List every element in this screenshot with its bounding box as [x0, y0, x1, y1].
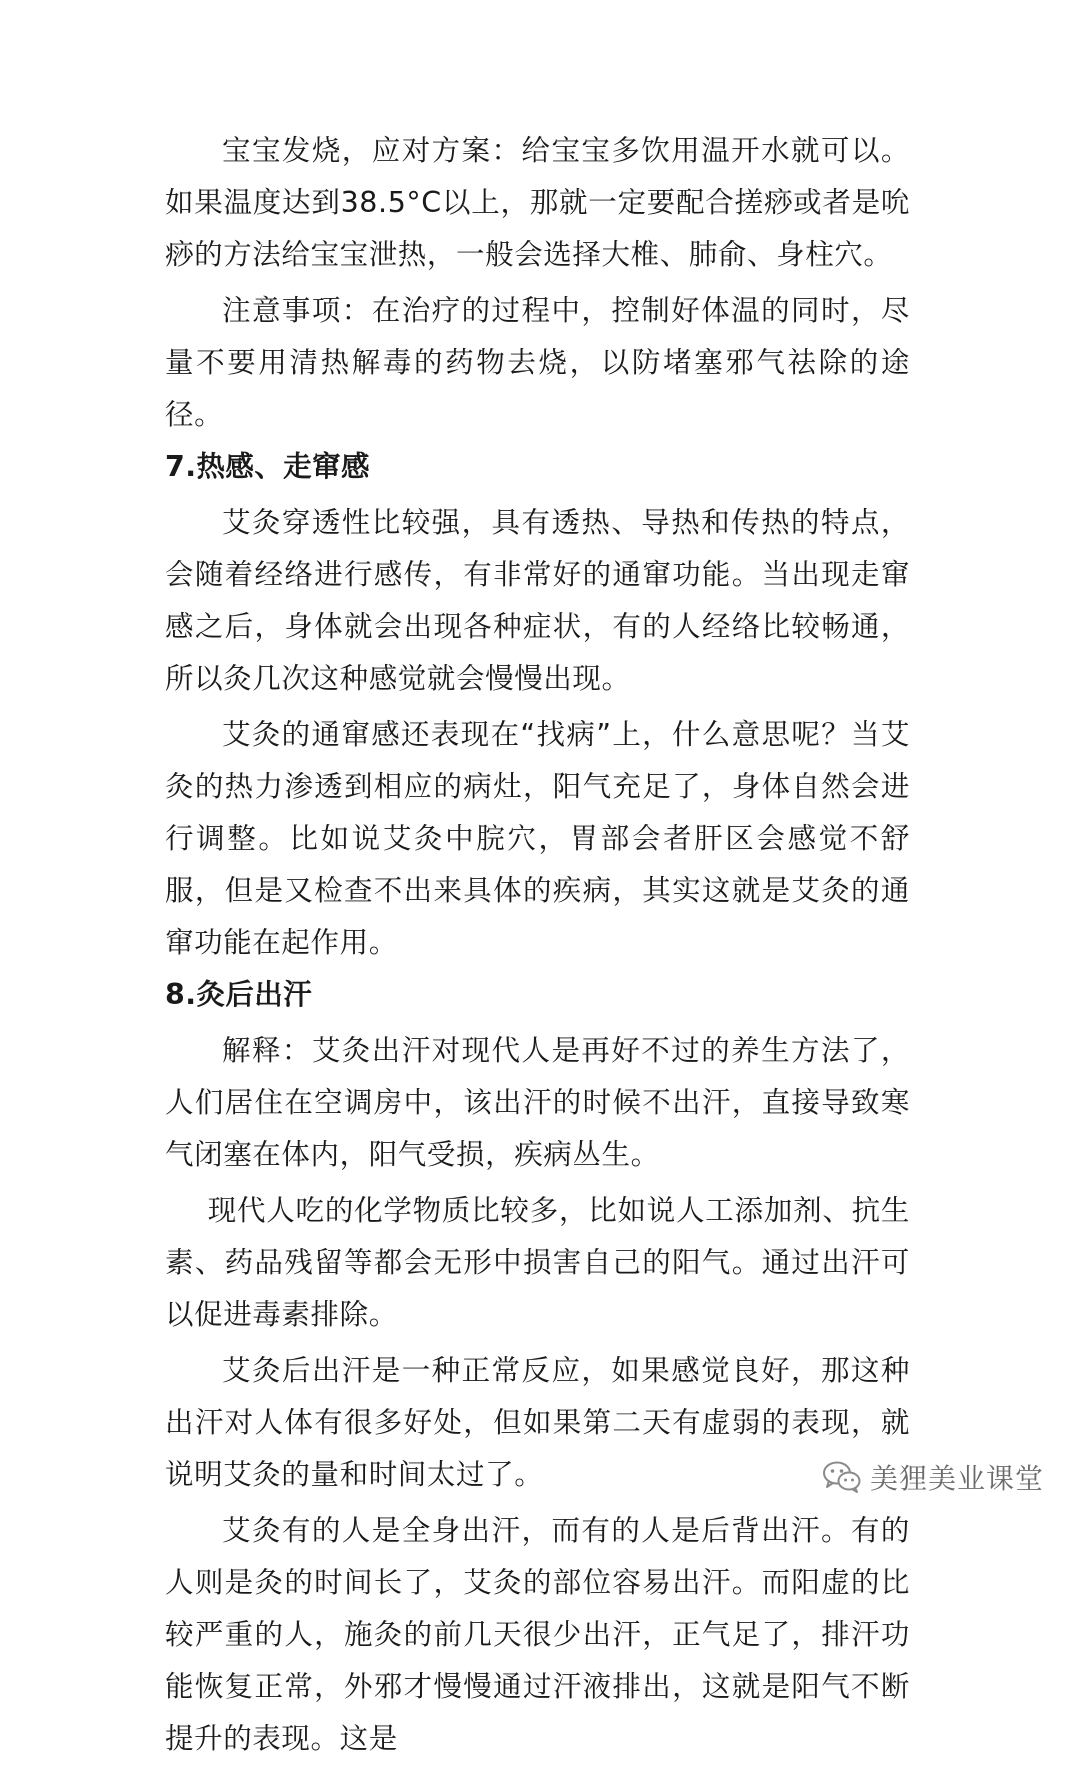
section-heading-8: 8.灸后出汗	[165, 978, 313, 1011]
paragraph-penetration: 艾灸穿透性比较强，具有透热、导热和传热的特点，会随着经络进行感传，有非常好的通窜功能。当出现走窜感之后，身体就会出现各种症状，有的人经络比较畅通，所以灸几次这种感觉就会慢慢出现。	[165, 506, 910, 695]
section-heading-7: 7.热感、走窜感	[165, 450, 370, 483]
paragraph-precautions: 注意事项：在治疗的过程中，控制好体温的同时，尽量不要用清热解毒的药物去烧，以防堵塞邪气祛除的途径。	[165, 294, 910, 431]
paragraph-explanation: 解释：艾灸出汗对现代人是再好不过的养生方法了，人们居住在空调房中，该出汗的时候不出汗，直接导致寒气闭塞在体内，阳气受损，疾病丛生。	[165, 1034, 910, 1171]
paragraph-modern-people: 现代人吃的化学物质比较多，比如说人工添加剂、抗生素、药品残留等都会无形中损害自己的阳气。通过出汗可以促进毒素排除。	[165, 1194, 910, 1331]
paragraph-find-disease: 艾灸的通窜感还表现在“找病”上，什么意思呢？当艾灸的热力渗透到相应的病灶，阳气充足了，身体自然会进行调整。比如说艾灸中脘穴，胃部会者肝区会感觉不舒服，但是又检查不出来具体的疾病，其实这就是艾灸的通窜功能在起作用。	[165, 718, 910, 959]
watermark-account-name: 美狸美业课堂	[869, 1462, 1044, 1495]
paragraph-fever-plan: 宝宝发烧，应对方案：给宝宝多饮用温开水就可以。如果温度达到38.5°C以上，那就一定要配合搓痧或者是吮痧的方法给宝宝泄热，一般会选择大椎、肺俞、身柱穴。	[165, 134, 910, 271]
article-body	[165, 125, 910, 1765]
wechat-icon	[822, 1460, 862, 1494]
watermark	[822, 1456, 1044, 1498]
paragraph-sweating-patterns: 艾灸有的人是全身出汗，而有的人是后背出汗。有的人则是灸的时间长了，艾灸的部位容易出汗。而阳虚的比较严重的人，施灸的前几天很少出汗，正气足了，排汗功能恢复正常，外邪才慢慢通过汗液排出，这就是阳气不断提升的表现。这是	[165, 1514, 910, 1755]
paragraph-normal-reaction: 艾灸后出汗是一种正常反应，如果感觉良好，那这种出汗对人体有很多好处，但如果第二天有虚弱的表现，就说明艾灸的量和时间太过了。	[165, 1354, 910, 1491]
